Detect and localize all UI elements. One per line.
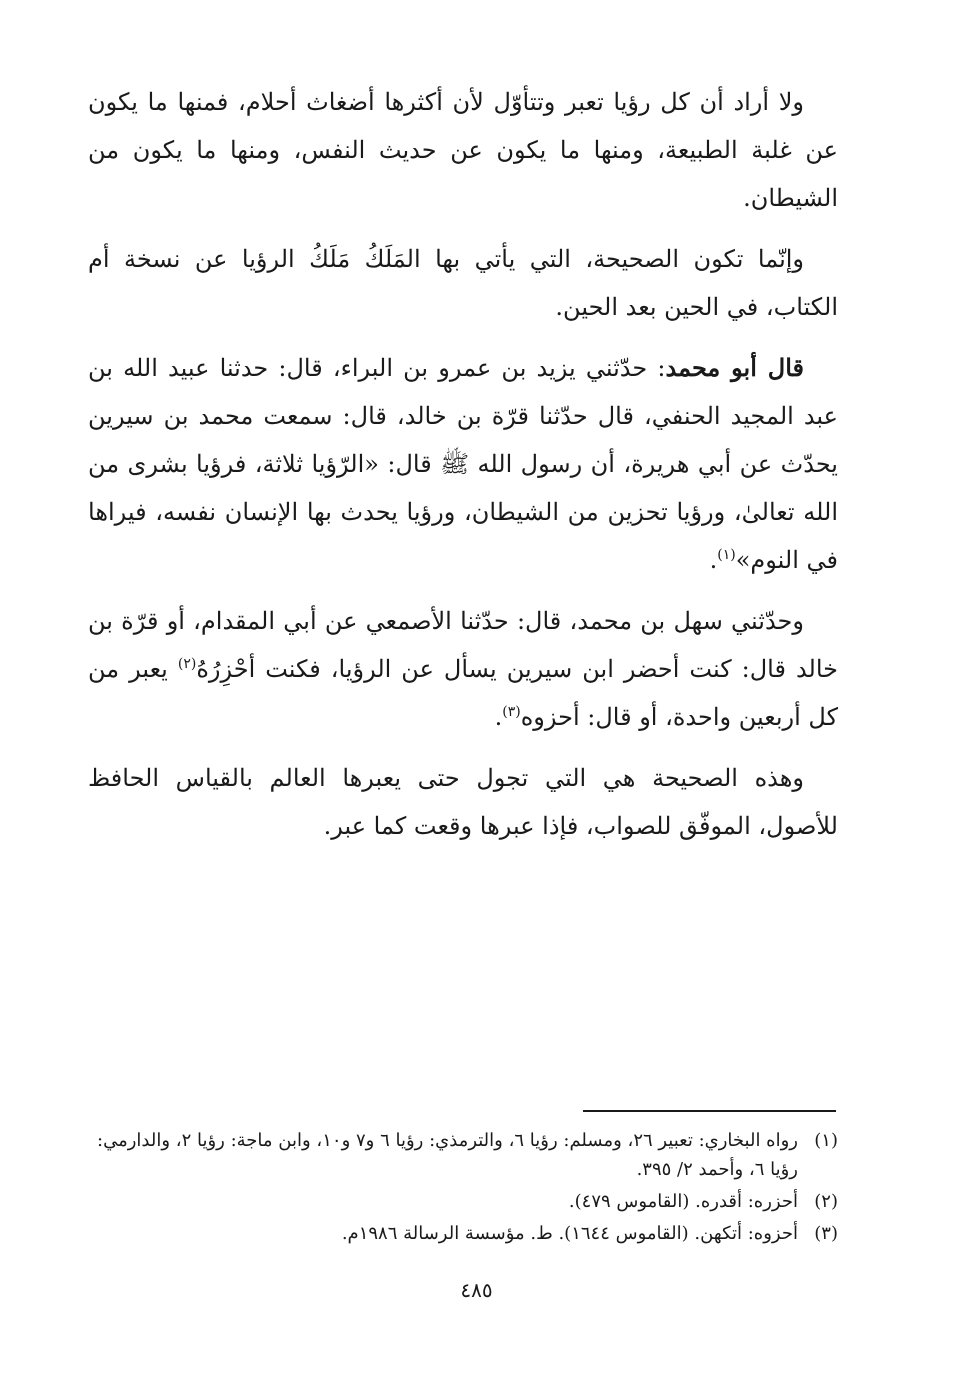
paragraph-text: : حدّثني يزيد بن عمرو بن البراء، قال: حدثنا عبيد الله بن عبد المجيد الحنفي، قال حدّثنا قرّة بن خالد، قال: سمعت محمد بن سيرين يحدّث عن أبي هريرة، أن رسول الله ﷺ قال: «الرّؤيا ثلاثة، فرؤيا بشرى من الله تعالىٰ، ورؤيا تحزين من الشيطان، ورؤيا يحدث بها الإنسان نفسه، فيراها في النوم» <box>88 354 838 574</box>
footnotes <box>88 1126 838 1251</box>
paragraph-text-continued: يعبر من كل أربعين واحدة، أو قال: أحزوه <box>88 655 838 731</box>
speaker-lead: قال أبو محمد <box>665 353 805 382</box>
paragraph-tail: . <box>494 703 503 731</box>
footnote-text: رواه البخاري: تعبير ٢٦، ومسلم: رؤيا ٦، والترمذي: رؤيا ٦ و٧ و١٠، وابن ماجة: رؤيا ٢، والدارمي: رؤيا ٦، وأحمد ٢/ ٣٩٥. <box>97 1130 798 1180</box>
footnote-number: (٣) <box>814 1223 838 1244</box>
footnote-2 <box>88 1187 838 1216</box>
footnote-ref-1[interactable]: (١) <box>717 547 736 563</box>
paragraph-text: وإنّما تكون الصحيحة، التي يأتي بها المَلَكُ مَلَكُ الرؤيا عن نسخة أم الكتاب، في الحين بعد الحين. <box>88 245 838 321</box>
paragraph-4 <box>88 597 838 741</box>
paragraph-2 <box>88 235 838 331</box>
main-text <box>88 78 838 863</box>
paragraph-text: ولا أراد أن كل رؤيا تعبر وتتأوّل لأن أكثرها أضغاث أحلام، فمنها ما يكون عن غلبة الطبيعة، ومنها ما يكون عن حديث النفس، ومنها ما يكون من الشيطان. <box>88 88 838 212</box>
footnote-number: (٢) <box>814 1191 838 1212</box>
paragraph-1 <box>88 78 838 222</box>
paragraph-tail: . <box>709 546 718 574</box>
footnote-divider <box>583 1110 836 1112</box>
footnote-1 <box>88 1126 838 1184</box>
footnote-text: أحزره: أقدره. (القاموس ٤٧٩). <box>568 1191 798 1212</box>
footnote-text: أحزوه: أتكهن. (القاموس ١٦٤٤). ط. مؤسسة الرسالة ١٩٨٦م. <box>341 1223 798 1244</box>
footnote-3 <box>88 1219 838 1248</box>
footnote-ref-2[interactable]: (٢) <box>177 656 197 672</box>
footnote-number: (١) <box>814 1130 838 1151</box>
footnote-ref-3[interactable]: (٣) <box>502 704 521 720</box>
paragraph-text: وهذه الصحيحة هي التي تجول حتى يعبرها العالم بالقياس الحافظ للأصول، الموفّق للصواب، فإذا عبرها وقعت كما عبر. <box>88 764 838 840</box>
paragraph-3 <box>88 344 838 584</box>
paragraph-text: وحدّثني سهل بن محمد، قال: حدّثنا الأصمعي عن أبي المقدام، أو قرّة بن خالد قال: كنت أحضر ابن سيرين يسأل عن الرؤيا، فكنت أحْزِرُهُ <box>88 607 838 683</box>
page-number: ٤٨٥ <box>460 1278 493 1302</box>
paragraph-5 <box>88 754 838 850</box>
